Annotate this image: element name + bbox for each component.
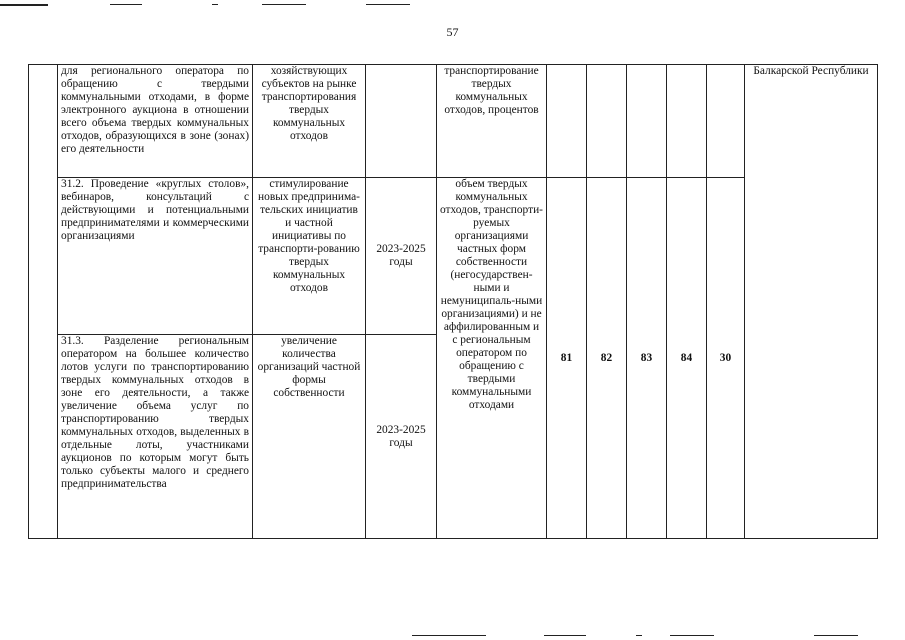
- scan-line: [670, 635, 714, 636]
- region-cell: [745, 65, 878, 539]
- scan-line: [366, 4, 410, 5]
- period-cell: [366, 178, 437, 335]
- value-cell: 30: [707, 178, 745, 539]
- action-cell: [58, 178, 253, 335]
- result-cell: [253, 335, 366, 539]
- result-text: стимулирование новых предпринима-тельских инициатив и частной инициативы по транспорти-рованию твердых коммунальных отходов: [258, 178, 360, 294]
- value-cell-2023: [627, 65, 667, 178]
- action-cell: [58, 335, 253, 539]
- measures-table: [28, 64, 878, 539]
- scan-line: [0, 4, 48, 6]
- period-cell: [366, 65, 437, 178]
- scan-line: [262, 4, 306, 5]
- action-text: для регионального оператора по обращению с твердыми коммунальными отходами, в форме электронного аукциона в отношении всего объема твердых коммунальных отходов, образующихся в зоне (зонах) его деятельности: [61, 65, 249, 155]
- value-cell: 81: [547, 178, 587, 539]
- value-cell-2024: [667, 65, 707, 178]
- result-text: увеличение количества организаций частной формы собственности: [257, 335, 361, 399]
- period-text: 2023-2025 годы: [376, 243, 426, 268]
- indicator-text: транспортирование твердых коммунальных отходов, процентов: [444, 65, 539, 116]
- table-row: [29, 65, 878, 178]
- action-text: 31.3. Разделение региональным оператором на большее количество лотов услуги по транспортированию твердых коммунальных отходов в зоне его деятельности, а также увеличение объема услуг по транспортированию твердых коммунальных отходов, выделенных в отдельные лоты, участниками аукционов по которым могут быть только субъекты малого и среднего предпринимательства: [61, 335, 249, 490]
- value-cell: 82: [587, 178, 627, 539]
- indicator-cell: [437, 65, 547, 178]
- scan-line: [212, 4, 218, 5]
- period-text: 2023-2025 годы: [376, 423, 426, 449]
- scan-line: [412, 635, 486, 636]
- action-text: 31.2. Проведение «круглых столов», вебинаров, консультаций с действующими и потенциальными предпринимателями и коммерческими организациями: [61, 178, 249, 242]
- region-text: Балкарской Республики: [753, 65, 869, 77]
- value-cell: 84: [667, 178, 707, 539]
- result-cell: [253, 65, 366, 178]
- scan-line: [636, 635, 642, 636]
- scan-line: [110, 4, 142, 5]
- result-cell: [253, 178, 366, 335]
- action-cell: [58, 65, 253, 178]
- period-cell: [366, 335, 437, 539]
- scan-line: [544, 635, 586, 636]
- indicator-text: объем твердых коммунальных отходов, транспорти-руемых организациями частных форм собственности (негосударствен-ными и немуниципаль-ными организациями) и не аффилированным и с региональным оператором по обращению с твердыми коммунальными отходами: [440, 178, 543, 411]
- number-cell: [29, 65, 58, 539]
- indicator-cell: [437, 178, 547, 539]
- value-cell-2021: [547, 65, 587, 178]
- scan-line: [814, 635, 858, 636]
- value-cell-2022: [587, 65, 627, 178]
- value-cell: 83: [627, 178, 667, 539]
- page-number: 57: [446, 25, 459, 39]
- result-text: хозяйствующих субъектов на рынке транспортирования твердых коммунальных отходов: [261, 65, 357, 142]
- value-cell-2025: [707, 65, 745, 178]
